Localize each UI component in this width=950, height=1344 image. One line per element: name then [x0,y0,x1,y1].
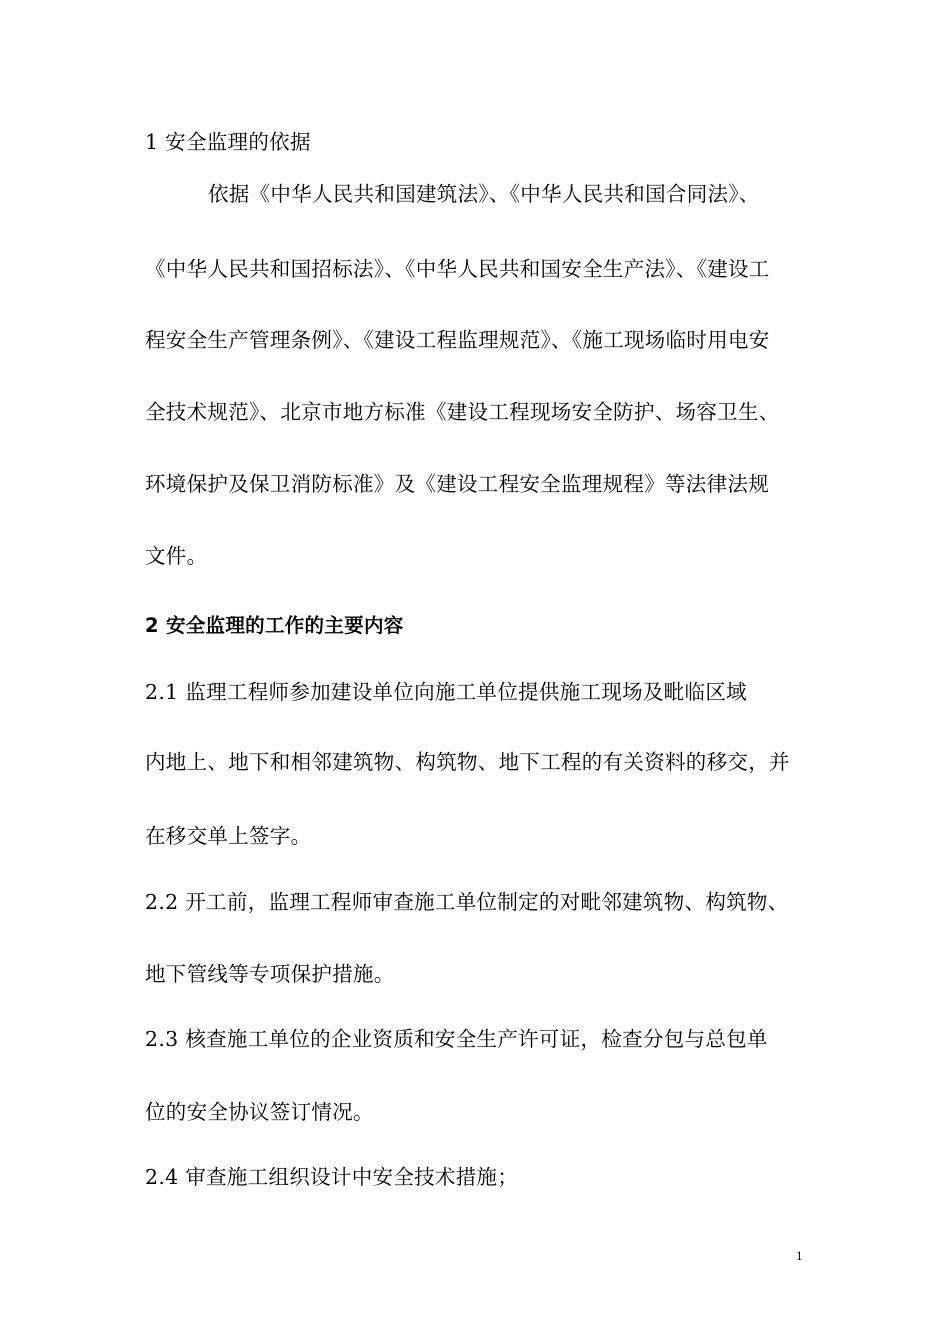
item-2-2-line-2: 地下管线等专项保护措施。 [145,962,395,986]
item-2-2-line-1: 2.2 开工前，监理工程师审查施工单位制定的对毗邻建筑物、构筑物、 [145,890,789,914]
section-1-line-5: 环境保护及保卫消防标准》及《建设工程安全监理规程》等法律法规 [145,472,769,496]
item-2-1-line-1: 2.1 监理工程师参加建设单位向施工单位提供施工现场及毗临区域 [145,680,747,704]
section-1-heading: 1 安全监理的依据 [145,130,311,154]
item-2-4-line-1: 2.4 审查施工组织设计中安全技术措施； [145,1165,519,1189]
section-1-line-1: 依据《中华人民共和国建筑法》、《中华人民共和国合同法》、 [208,182,760,206]
section-2-heading: 2 安全监理的工作的主要内容 [145,614,404,637]
section-1-line-4: 全技术规范》、北京市地方标准《建设工程现场安全防护、场容卫生、 [145,400,780,424]
section-1-line-6: 文件。 [145,544,208,568]
item-2-3-line-2: 位的安全协议签订情况。 [145,1100,374,1124]
item-2-1-line-2: 内地上、地下和相邻建筑物、构筑物、地下工程的有关资料的移交，并 [145,750,790,774]
section-1-line-2: 《中华人民共和国招标法》、《中华人民共和国安全生产法》、《建设工 [145,257,770,281]
section-1-line-3: 程安全生产管理条例》、《建设工程监理规范》、《施工现场临时用电安 [145,328,770,352]
item-2-3-line-1: 2.3 核查施工单位的企业资质和安全生产许可证，检查分包与总包单 [145,1027,768,1051]
item-2-1-line-3: 在移交单上签字。 [145,824,312,848]
page-number: 1 [796,1248,803,1263]
